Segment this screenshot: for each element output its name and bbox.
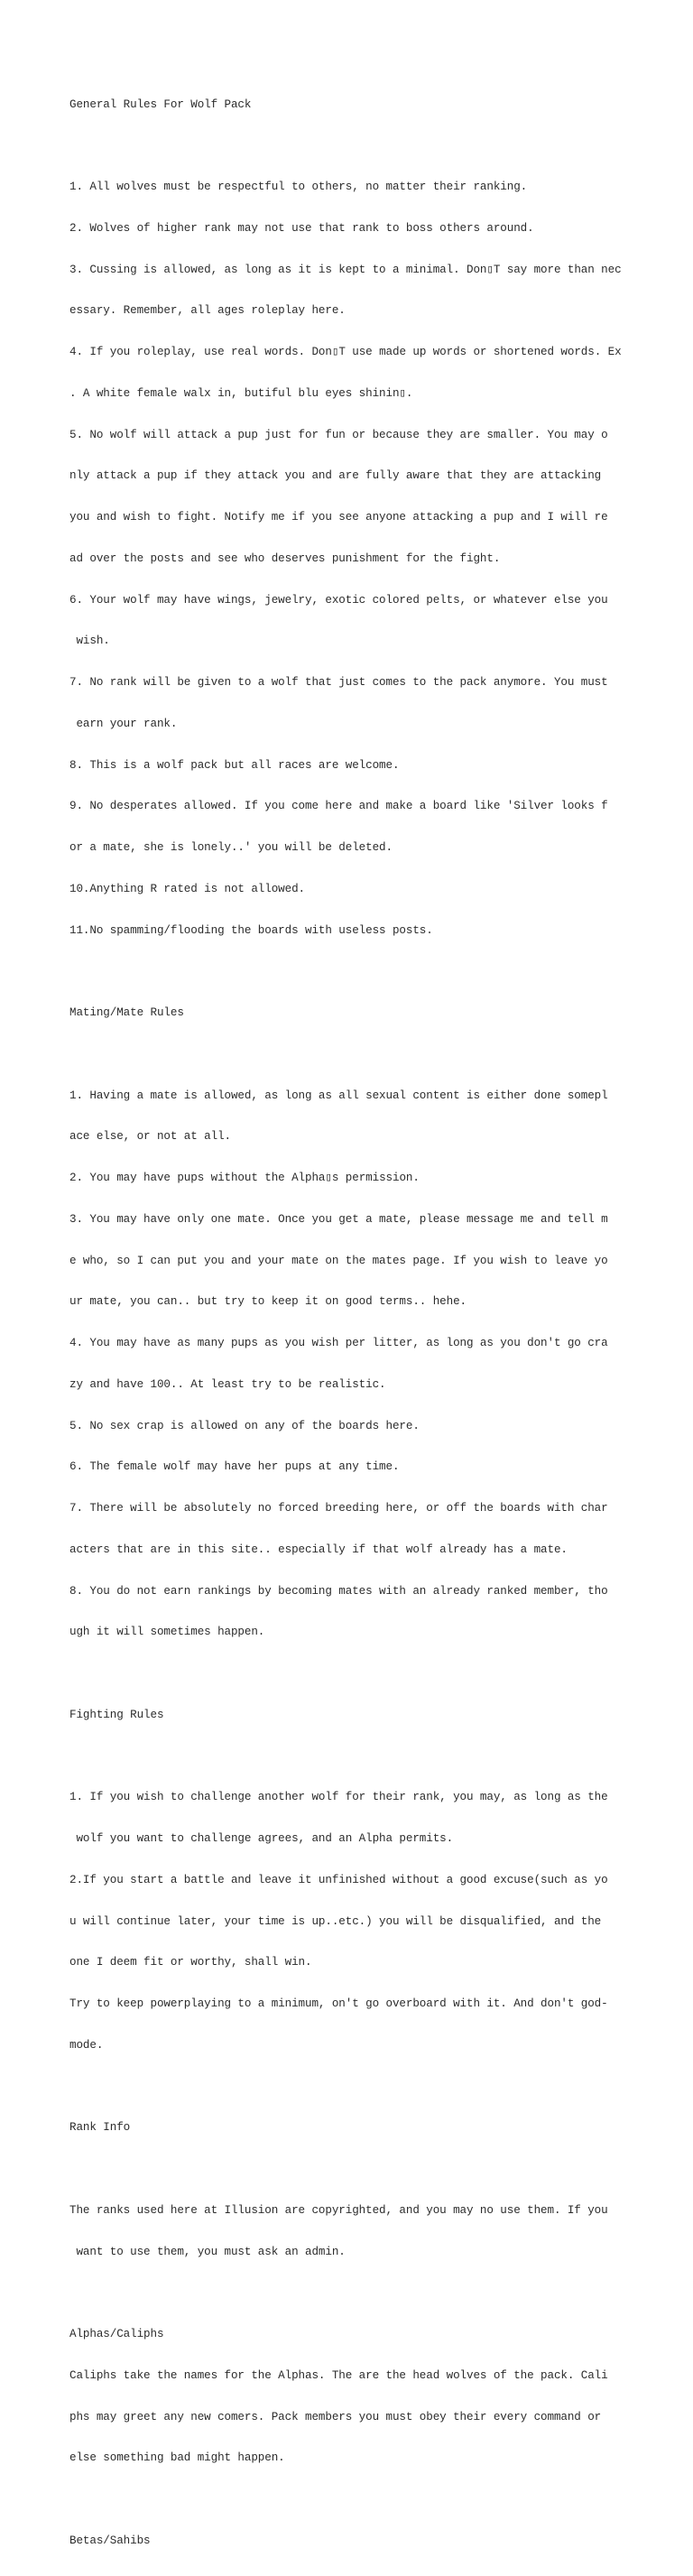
heading-alphas-caliphs: Alphas/Caliphs [69,2328,164,2340]
text-line: 1. All wolves must be respectful to others, no matter their ranking. [69,181,528,193]
text-line: Try to keep powerplaying to a minimum, on't go overboard with it. And don't god- [69,1997,608,2010]
blank-line [69,2286,683,2300]
text-line: phs may greet any new comers. Pack members you must obey their every command or [69,2410,602,2423]
text-line: e who, so I can put you and your mate on the mates page. If you wish to leave yo [69,1254,608,1267]
text-line: ugh it will sometimes happen. [69,1626,265,1639]
text-line: 8. This is a wolf pack but all races are welcome. [69,758,400,772]
text-line: or a mate, she is lonely..' you will be deleted. [69,841,393,854]
heading-rank-info: Rank Info [69,2121,131,2135]
text-line: 1. Having a mate is allowed, as long as all sexual content is either done somepl [69,1089,608,1102]
blank-line [69,139,683,153]
document-body [69,70,683,2576]
blank-line [69,2080,683,2094]
text-line: nly attack a pup if they attack you and are fully aware that they are attacking [69,469,602,483]
text-line: 7. There will be absolutely no forced breeding here, or off the boards with char [69,1502,608,1515]
text-line: you and wish to fight. Notify me if you see anyone attacking a pup and I will re [69,511,608,524]
heading-fighting-rules: Fighting Rules [69,1708,164,1721]
text-line: 5. No wolf will attack a pup just for fun or because they are smaller. You may o [69,428,608,441]
text-line: The ranks used here at Illusion are copyrighted, and you may no use them. If you [69,2203,608,2217]
heading-mating-rules: Mating/Mate Rules [69,1006,184,1019]
blank-line [69,2163,683,2176]
text-line: 6. Your wolf may have wings, jewelry, exotic colored pelts, or whatever else you [69,593,608,607]
blank-line [69,1750,683,1764]
text-line: essary. Remember, all ages roleplay here. [69,304,346,318]
text-line: want to use them, you must ask an admin. [69,2245,346,2258]
text-line: ur mate, you can.. but try to keep it on good terms.. hehe. [69,1295,467,1309]
text-line: 5. No sex crap is allowed on any of the boards here. [69,1419,420,1432]
text-line: earn your rank. [69,717,178,730]
text-line: 8. You do not earn rankings by becoming mates with an already ranked member, tho [69,1584,608,1598]
text-line: 9. No desperates allowed. If you come here and make a board like 'Silver looks f [69,800,608,813]
text-line: ad over the posts and see who deserves punishment for the fight. [69,551,501,565]
text-line: 4. You may have as many pups as you wish per litter, as long as you don't go cra [69,1337,608,1349]
text-line: 10.Anything R rated is not allowed. [69,882,306,895]
blank-line [69,1667,683,1681]
text-line: else something bad might happen. [69,2451,285,2465]
text-line: 4. If you roleplay, use real words. Don▯T use made up words or shortened words. Ex [69,346,622,358]
text-line: 11.No spamming/flooding the boards with useless posts. [69,923,433,937]
text-line: u will continue later, your time is up..etc.) you will be disqualified, and the [69,1914,602,1928]
blank-line [69,1048,683,1061]
text-line: 2. You may have pups without the Alpha▯s permission. [69,1172,420,1184]
text-line: 7. No rank will be given to a wolf that just comes to the pack anymore. You must [69,676,608,689]
text-line: zy and have 100.. At least try to be realistic. [69,1377,386,1391]
text-line: 3. Cussing is allowed, as long as it is kept to a minimal. Don▯T say more than nec [69,263,622,276]
text-line: one I deem fit or worthy, shall win. [69,1956,312,1969]
blank-line [69,965,683,978]
text-line: 6. The female wolf may have her pups at any time. [69,1460,400,1474]
text-line: 3. You may have only one mate. Once you get a mate, please message me and tell m [69,1212,608,1226]
heading-betas-sahibs: Betas/Sahibs [69,2534,151,2547]
text-line: wolf you want to challenge agrees, and an Alpha permits. [69,1832,454,1845]
text-line: Caliphs take the names for the Alphas. The are the head wolves of the pack. Cali [69,2368,608,2382]
text-line: wish. [69,635,110,648]
text-line: 2. Wolves of higher rank may not use that rank to boss others around. [69,221,534,235]
heading-general-rules: General Rules For Wolf Pack [69,97,252,111]
text-line: 2.If you start a battle and leave it unfinished without a good excuse(such as yo [69,1873,608,1886]
text-line: mode. [69,2038,104,2052]
blank-line [69,2493,683,2507]
text-line: 1. If you wish to challenge another wolf for their rank, you may, as long as the [69,1791,608,1804]
text-line: ace else, or not at all. [69,1130,231,1144]
text-line: . A white female walx in, butiful blu eyes shinin▯. [69,386,413,400]
text-line: acters that are in this site.. especially if that wolf already has a mate. [69,1543,568,1556]
